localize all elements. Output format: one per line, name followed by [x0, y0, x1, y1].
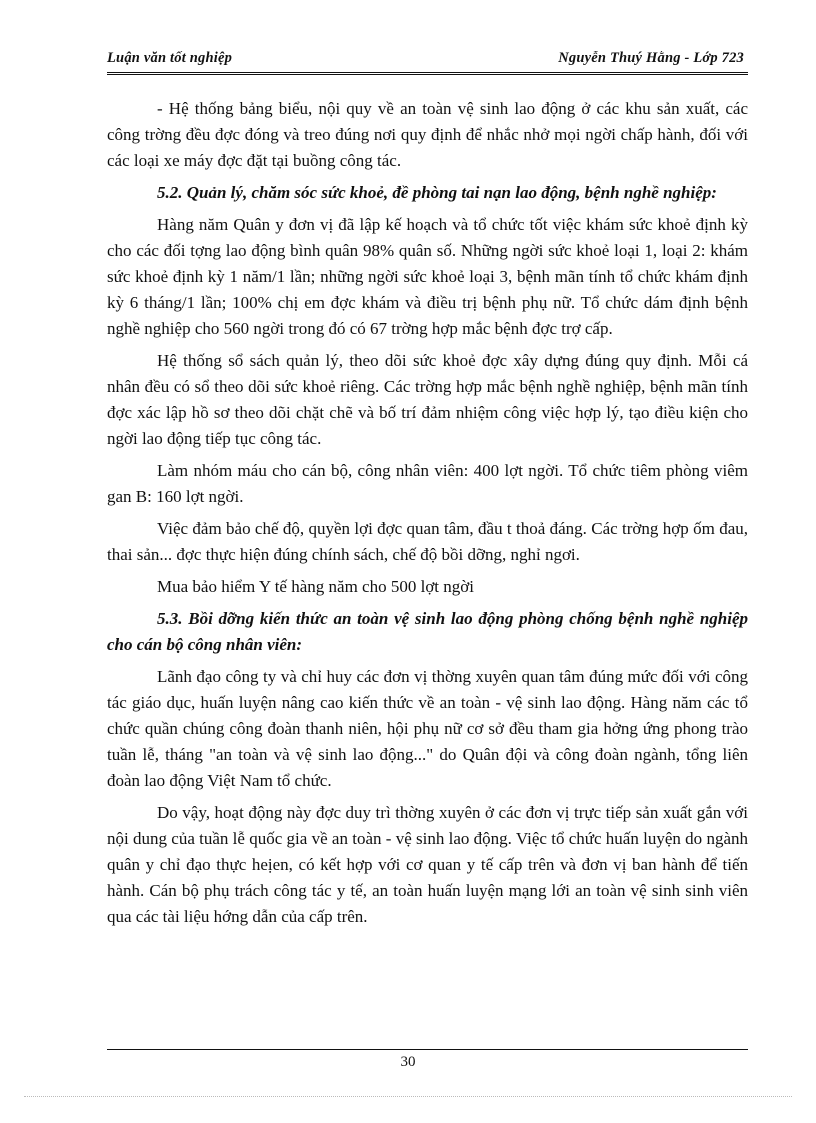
paragraph-health-records: Hệ thống sổ sách quản lý, theo dõi sức khoẻ đợc xây dựng đúng quy định. Mỗi cá nhân đều có sổ theo dõi sức khoẻ riêng. Các trờng hợp mắc bệnh nghề nghiệp, bệnh mãn tính đợc xác lập hồ sơ theo dõi chặt chẽ và bố trí đảm nhiệm công việc hợp lý, tạo điều kiện cho ngời lao động tiếp tục công tác.	[107, 351, 748, 448]
paragraph-benefits: Việc đảm bảo chế độ, quyền lợi đợc quan tâm, đầu t thoả đáng. Các trờng hợp ốm đau, thai sản... đợc thực hiện đúng chính sách, chế độ bồi dỡng, nghỉ ngơi.	[107, 519, 748, 564]
section-heading-5-2: 5.2. Quản lý, chăm sóc sức khoẻ, đề phòng tai nạn lao động, bệnh nghề nghiệp:	[157, 183, 717, 202]
paragraph-safety-signage: - Hệ thống bảng biểu, nội quy về an toàn vệ sinh lao động ở các khu sản xuất, các công trờng đều đợc đóng và treo đúng nơi quy định để nhắc nhở mọi ngời chấp hành, đối với các loại xe máy đợc đặt tại buồng công tác.	[107, 99, 748, 170]
header-thesis-title: Luận văn tốt nghiệp	[107, 50, 233, 66]
page-header	[107, 48, 748, 75]
page-bottom-dotted-line	[24, 1096, 792, 1097]
paragraph-insurance: Mua bảo hiểm Y tế hàng năm cho 500 lợt ngời	[157, 577, 474, 596]
header-author: Nguyễn Thuý Hằng - Lớp 723	[558, 50, 744, 66]
paragraph-training-activities: Do vậy, hoạt động này đợc duy trì thờng xuyên ở các đơn vị trực tiếp sản xuất gắn với nội dung của tuần lễ quốc gia về an toàn - vệ sinh lao động. Việc tổ chức huấn luyện do ngành quân y chỉ đạo thực heịen, có kết hợp với cơ quan y tế cấp trên và đơn vị ban hành để tiến hành. Cán bộ phụ trách công tác y tế, an toàn huấn luyện mạng lới an toàn vệ sinh sinh viên qua các tài liệu hớng dẫn của cấp trên.	[107, 803, 748, 926]
section-heading-5-3: 5.3. Bồi dỡng kiến thức an toàn vệ sinh lao động phòng chống bệnh nghề nghiệp cho cán bộ công nhân viên:	[107, 609, 748, 654]
paragraph-blood-vaccination: Làm nhóm máu cho cán bộ, công nhân viên: 400 lợt ngời. Tổ chức tiêm phòng viêm gan B: 160 lợt ngời.	[107, 461, 748, 506]
paragraph-leadership-training: Lãnh đạo công ty và chỉ huy các đơn vị thờng xuyên quan tâm đúng mức đối với công tác giáo dục, huấn luyện nâng cao kiến thức về an toàn - vệ sinh lao động. Hàng năm các tổ chức quần chúng công đoàn thanh niên, hội phụ nữ cơ sở đều tham gia hởng ứng phong trào tuần lễ, tháng "an toàn và vệ sinh lao động..." do Quân đội và công đoàn ngành, tổng liên đoàn lao động Việt Nam tổ chức.	[107, 667, 748, 790]
paragraph-health-checks: Hàng năm Quân y đơn vị đã lập kế hoạch và tổ chức tốt việc khám sức khoẻ định kỳ cho các đối tợng lao động bình quân 98% quân số. Những ngời sức khoẻ loại 1, loại 2: khám sức khoẻ định kỳ 1 năm/1 lần; những ngời sức khoẻ loại 3, bệnh mãn tính tổ chức khám định kỳ 6 tháng/1 lần; 100% chị em đợc khám và điều trị bệnh phụ nữ. Tổ chức dám định bệnh nghề nghiệp cho 560 ngời trong đó có 67 trờng hợp mắc bệnh đợc trợ cấp.	[107, 215, 748, 338]
document-body	[107, 96, 748, 936]
footer-divider	[107, 1049, 748, 1050]
page-number: 30	[400, 1054, 416, 1070]
